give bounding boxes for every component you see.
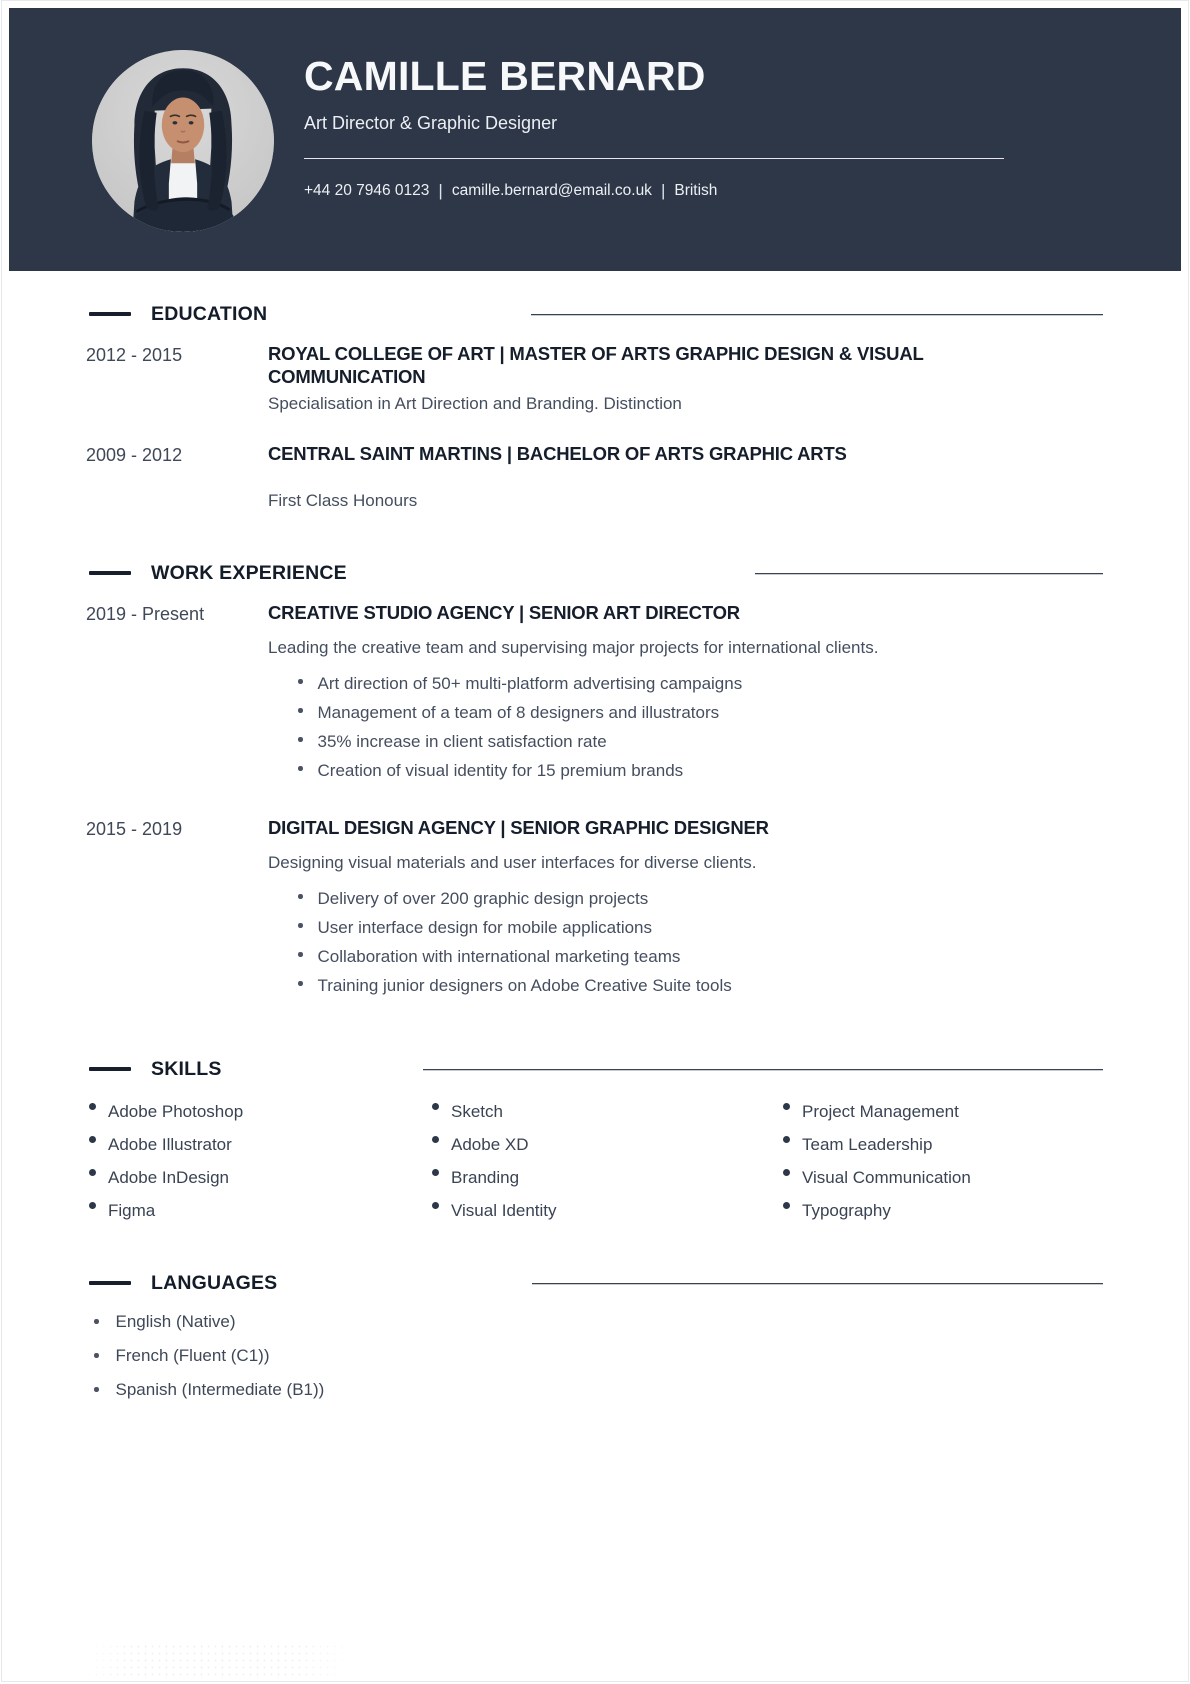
watermark xyxy=(72,1643,362,1679)
contact-separator: | xyxy=(438,181,443,201)
skill-item: Team Leadership xyxy=(776,1135,1103,1168)
section-title-education: EDUCATION xyxy=(151,302,268,325)
skill-item: Figma xyxy=(82,1201,409,1234)
phone-number: +44 20 7946 0123 xyxy=(304,182,430,200)
section-rule xyxy=(423,1069,1103,1071)
profile-photo xyxy=(92,50,274,232)
work-entry xyxy=(82,602,1103,789)
header xyxy=(9,8,1181,271)
section-rule xyxy=(531,314,1103,316)
achievement-item: Creation of visual identity for 15 premium brands xyxy=(298,760,1103,789)
portrait-illustration xyxy=(92,50,274,232)
section-header-education xyxy=(82,301,1103,327)
header-divider xyxy=(304,158,1004,159)
achievement-item: Delivery of over 200 graphic design projects xyxy=(298,888,1103,917)
language-list xyxy=(82,1312,1103,1414)
achievement-item: User interface design for mobile applications xyxy=(298,917,1103,946)
entry-period: 2009 - 2012 xyxy=(86,444,183,465)
section-dash xyxy=(89,312,131,316)
education-entry xyxy=(82,343,1103,415)
section-rule xyxy=(755,573,1103,575)
education-entry xyxy=(82,443,1103,512)
language-item: French (Fluent (C1)) xyxy=(82,1346,1103,1380)
skill-item: Adobe XD xyxy=(429,1135,756,1168)
section-header-skills xyxy=(82,1056,1103,1082)
section-title-work: WORK EXPERIENCE xyxy=(151,561,347,584)
skill-item: Sketch xyxy=(429,1102,756,1135)
section-dash xyxy=(89,571,131,575)
section-header-languages xyxy=(82,1270,1103,1296)
skills-column xyxy=(82,1102,409,1234)
cv-body xyxy=(2,271,1188,1414)
achievement-list xyxy=(268,673,1103,789)
section-title-languages: LANGUAGES xyxy=(151,1271,278,1294)
entry-heading: ROYAL COLLEGE OF ART | MASTER OF ARTS GRAPHIC DESIGN & VISUAL COMMUNICATION xyxy=(268,343,924,387)
job-title: Art Director & Graphic Designer xyxy=(304,113,558,134)
language-item: English (Native) xyxy=(82,1312,1103,1346)
language-item: Spanish (Intermediate (B1)) xyxy=(82,1380,1103,1414)
entry-period: 2019 - Present xyxy=(86,604,205,624)
skills-column xyxy=(429,1102,756,1234)
entry-detail: First Class Honours xyxy=(268,490,418,510)
skills-grid xyxy=(82,1102,1103,1234)
entry-heading: DIGITAL DESIGN AGENCY | SENIOR GRAPHIC DESIGNER xyxy=(268,817,769,839)
skill-item: Typography xyxy=(776,1201,1103,1234)
section-header-work xyxy=(82,560,1103,586)
person-name: CAMILLE BERNARD xyxy=(304,53,706,99)
achievement-item: Collaboration with international marketing teams xyxy=(298,946,1103,975)
entry-summary: Leading the creative team and supervising major projects for international clients. xyxy=(268,637,879,657)
achievement-item: Training junior designers on Adobe Creative Suite tools xyxy=(298,975,1103,1004)
section-rule xyxy=(532,1283,1103,1285)
entry-period: 2015 - 2019 xyxy=(86,819,183,840)
skill-item: Adobe Photoshop xyxy=(82,1102,409,1135)
section-title-skills: SKILLS xyxy=(151,1057,222,1080)
entry-heading: CREATIVE STUDIO AGENCY | SENIOR ART DIRECTOR xyxy=(268,602,740,623)
achievement-item: Management of a team of 8 designers and illustrators xyxy=(298,702,1103,731)
skill-item: Adobe InDesign xyxy=(82,1168,409,1201)
skill-item: Visual Identity xyxy=(429,1201,756,1234)
contact-separator: | xyxy=(660,181,666,201)
skill-item: Adobe Illustrator xyxy=(82,1135,409,1168)
skill-item: Project Management xyxy=(776,1102,1103,1135)
contact-line xyxy=(304,181,1091,201)
nationality: British xyxy=(674,182,718,200)
cv-page xyxy=(1,0,1189,1682)
entry-detail: Specialisation in Art Direction and Branding. Distinction xyxy=(268,393,682,413)
skill-item: Visual Communication xyxy=(776,1168,1103,1201)
work-entry xyxy=(82,817,1103,1004)
skills-column xyxy=(776,1102,1103,1234)
achievement-item: Art direction of 50+ multi-platform advertising campaigns xyxy=(298,673,1103,702)
section-dash xyxy=(89,1067,131,1071)
section-dash xyxy=(89,1281,131,1285)
skill-item: Branding xyxy=(429,1168,756,1201)
achievement-item: 35% increase in client satisfaction rate xyxy=(298,731,1103,760)
achievement-list xyxy=(268,888,1103,1004)
email-address: camille.bernard@email.co.uk xyxy=(451,182,652,200)
entry-heading: CENTRAL SAINT MARTINS | BACHELOR OF ARTS GRAPHIC ARTS xyxy=(268,442,847,464)
entry-summary: Designing visual materials and user interfaces for diverse clients. xyxy=(268,852,757,872)
entry-period: 2012 - 2015 xyxy=(86,345,183,365)
